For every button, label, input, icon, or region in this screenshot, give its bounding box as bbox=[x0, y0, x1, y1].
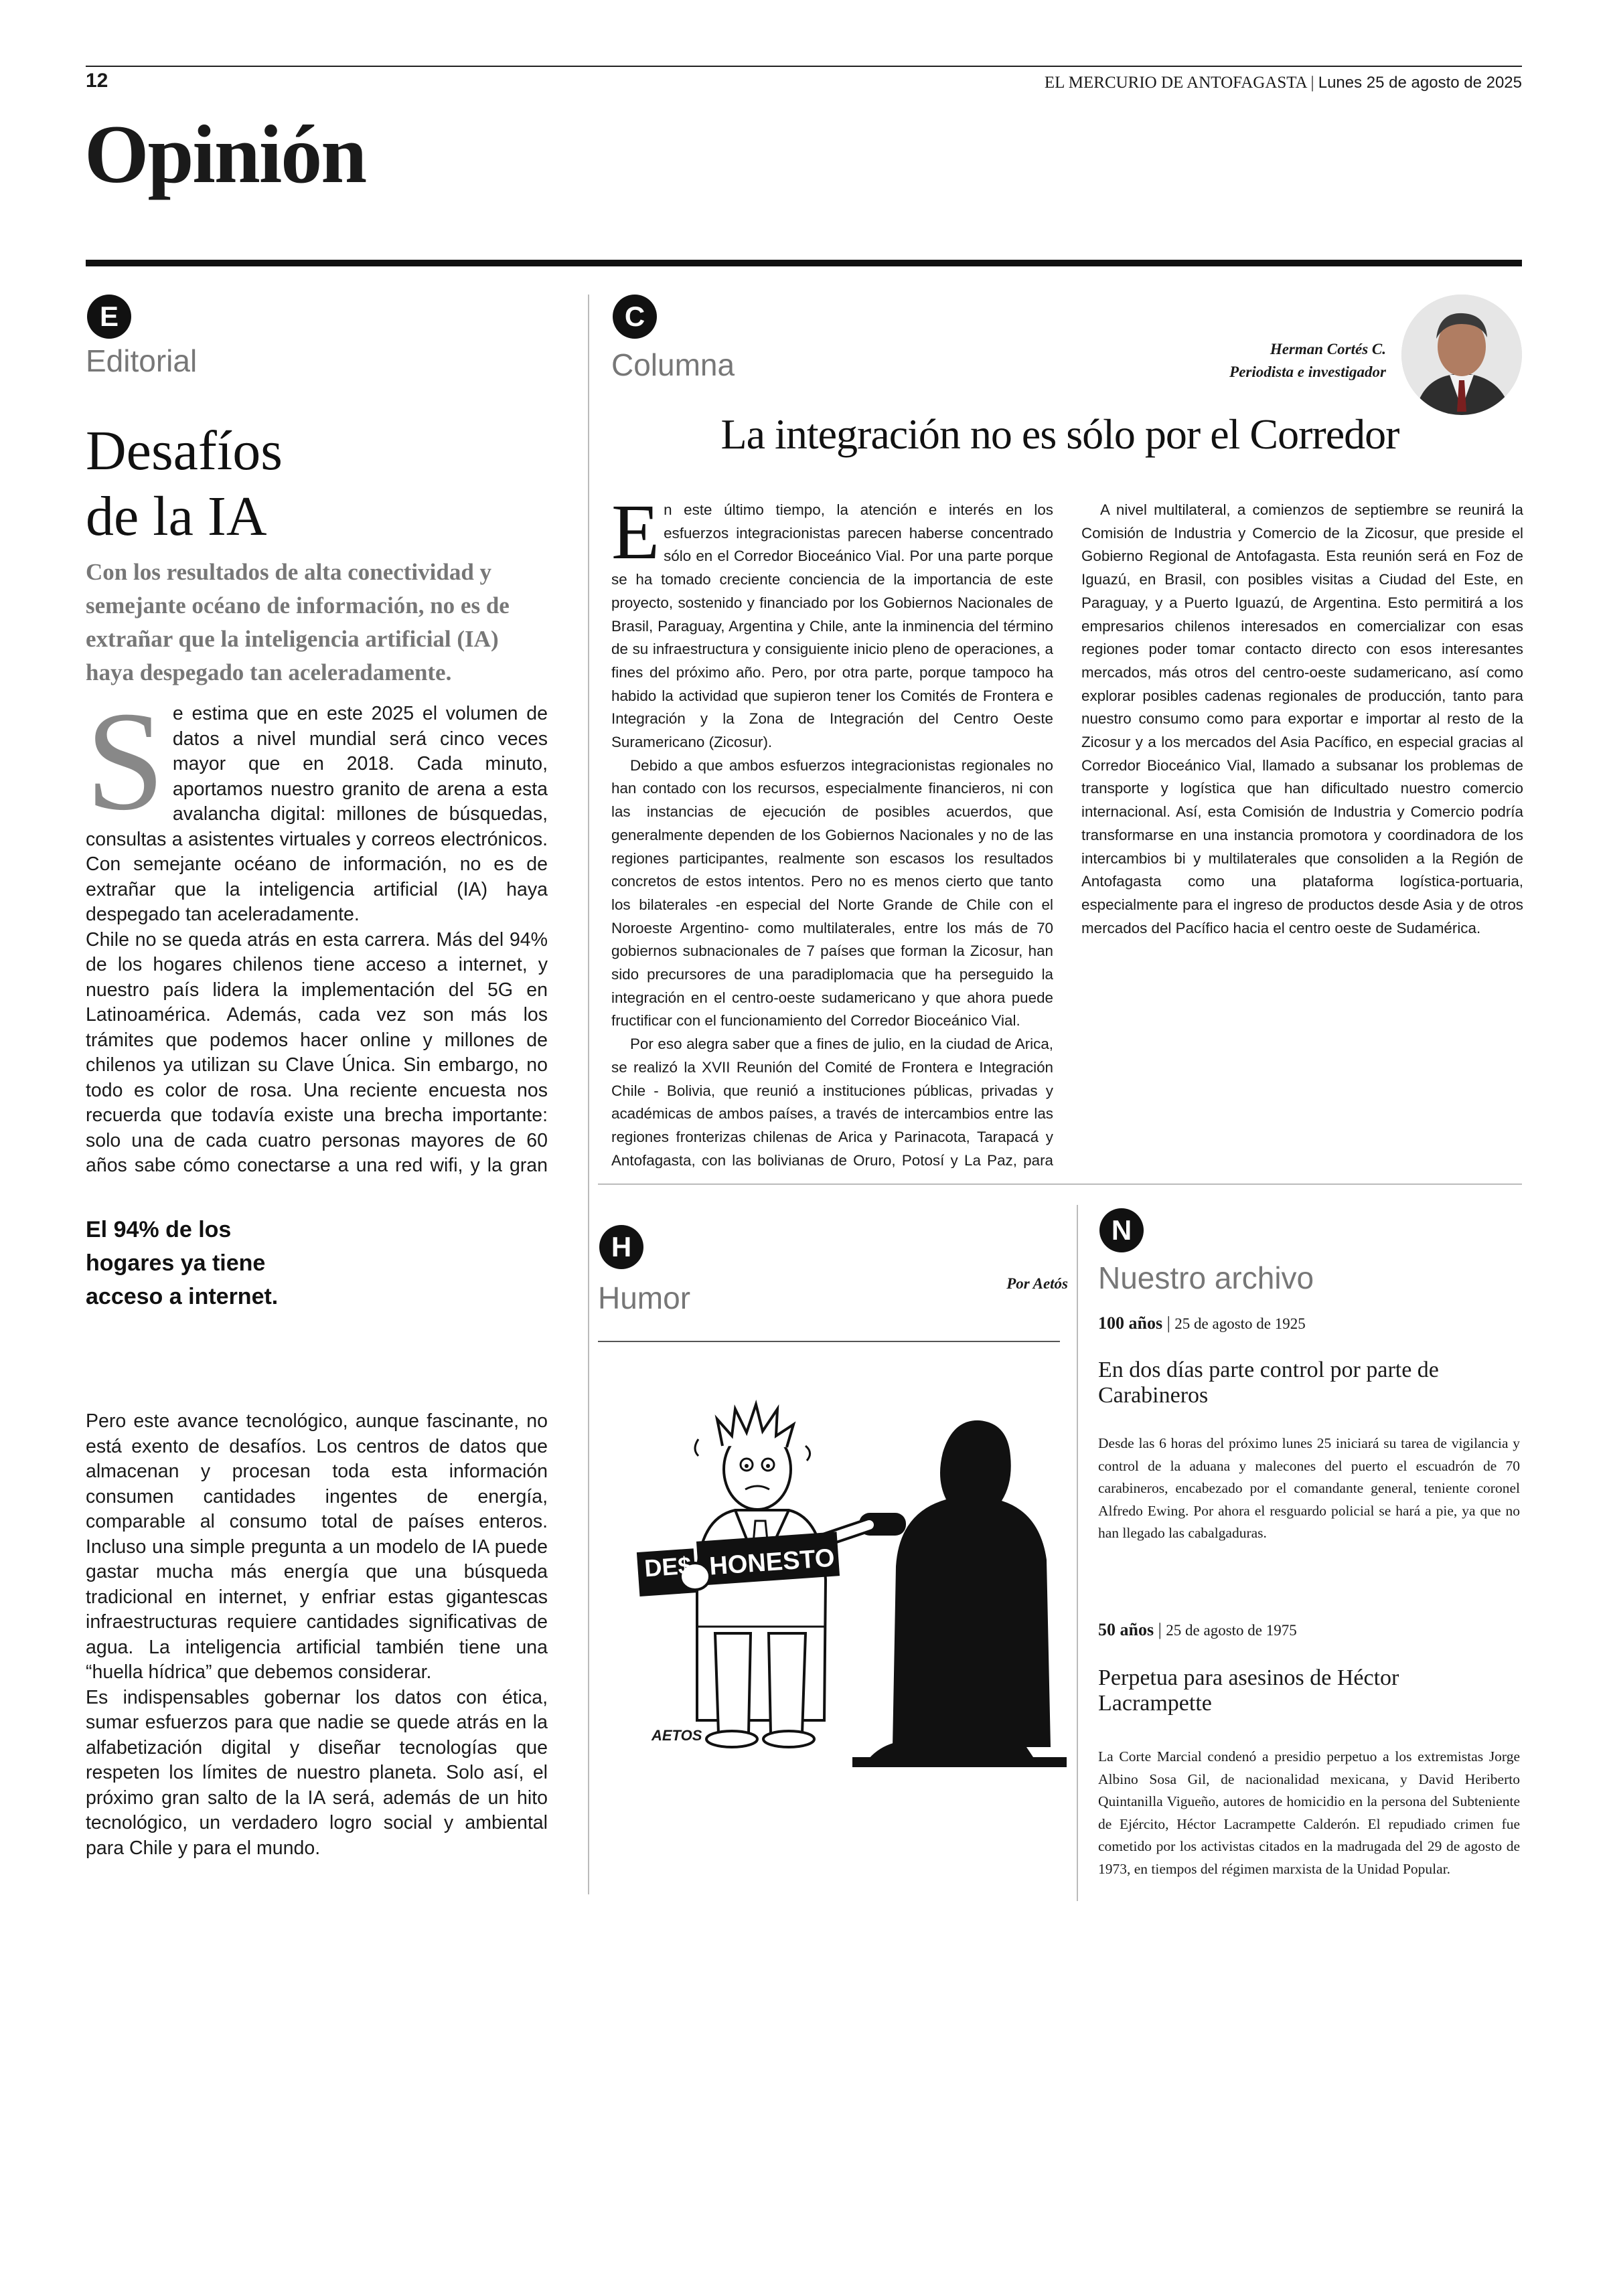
editorial-title-line1: Desafíos bbox=[86, 420, 283, 482]
column-paragraph: A nivel multilateral, a comienzos de septiembre se reunirá la Comisión de Industria y Comercio de la Zicosur, que preside el Gobierno Regional de Antofagasta. Esta reunión será en Foz de Iguazú, en Brasil, con posibles visitas a Ciudad del Este, en Paraguay, y a Puerto Iguazú, de Argentina. Esto permitirá a los empresarios chilenos interesados en comercializar con esas regiones poder tomar contacto directo con esos interesantes mercados, más otros del centro-oeste sudamericano, así como explorar posibles cadenas regionales de producción, tanto para nuestro consumo como para exportar e importar al resto de la Zicosur y a los mercados del Asia Pacífico, en especial gracias al Corredor Bioceánico Vial, llamado a subsanar los problemas de transporte y logística que han dificultado nuestro comercio internacional. Así, esta Comisión de Industria y Comercio podría transformarse en una instancia promotora y coordinadora de los intercambios bi y multilaterales que consoliden a la Región de Antofagasta como una plataforma logística-portuaria, especialmente para el ingreso de productos desde Asia y de otros mercados del Pacífico hacia el centro oeste de Sudamérica. bbox=[1081, 501, 1523, 936]
archive-item1-years: 100 años bbox=[1098, 1313, 1163, 1333]
humor-badge: H bbox=[599, 1225, 643, 1269]
column-body-right bbox=[1081, 499, 1523, 940]
humor-label: Humor bbox=[598, 1281, 691, 1315]
archive-item1-title: En dos días parte control por parte de Carabineros bbox=[1098, 1358, 1439, 1408]
archive-item2-date: 25 de agosto de 1975 bbox=[1166, 1622, 1297, 1639]
column-dropcap: E bbox=[611, 499, 660, 576]
cartoon-signature: AETOS bbox=[652, 1727, 702, 1744]
top-rule bbox=[86, 66, 1522, 67]
sign-left-text: DE$ bbox=[643, 1551, 692, 1582]
editorial-paragraph: Chile no se queda atrás en esta carrera. Más del 94% de los hogares chilenos tiene acceso a internet, y nuestro país lidera la implementación del 5G en Latinoamérica. Además, cada vez son más los trámites que podemos hacer online y millones de chilenos ya utilizan su Clave Única. Sin embargo, no todo es color de rosa. Una reciente encuesta nos recuerda que todavía existe una brecha importante: solo una de cada cuatro personas mayores de 60 años sabe cómo conectarse a una red wifi, y la gran bbox=[86, 928, 548, 1175]
archive-item2-title: Perpetua para asesinos de Héctor Lacrampette bbox=[1098, 1665, 1399, 1716]
masthead-date: EL MERCURIO DE ANTOFAGASTA | Lunes 25 de agosto de 2025 bbox=[1044, 74, 1522, 92]
sign-right-text: HONESTO bbox=[708, 1544, 836, 1581]
author-name: Herman Cortés C. bbox=[1270, 341, 1386, 357]
archive-badge: N bbox=[1099, 1208, 1144, 1252]
column-body-left bbox=[611, 499, 1053, 1168]
editorial-lead: Con los resultados de alta conectividad y semejante océano de información, no es de extrañar que la inteligencia artificial (IA) haya despegado tan aceleradamente. bbox=[86, 559, 510, 685]
editorial-body-top bbox=[86, 682, 548, 1175]
masthead: EL MERCURIO DE ANTOFAGASTA bbox=[1044, 74, 1307, 92]
editorial-label: Editorial bbox=[86, 343, 198, 378]
editorial-body-bottom bbox=[86, 1409, 548, 1861]
humor-byline: Por Aetós bbox=[1006, 1275, 1068, 1292]
archive-item2-years: 50 años bbox=[1098, 1620, 1154, 1639]
editorial-badge: E bbox=[87, 295, 131, 339]
issue-date: Lunes 25 de agosto de 2025 bbox=[1318, 74, 1522, 92]
archive-label: Nuestro archivo bbox=[1098, 1260, 1314, 1295]
column-paragraph: Por eso alegra saber que a fines de julio, en la ciudad de Arica, se realizó la XVII Reunión del Comité de Frontera e Integración Chile - Bolivia, que reunió a instituciones públicas, privadas y académicas de ambos países, a través de intercambios entre las regiones fronterizas chilenas de Arica y Parinacota, Tarapacá y Antofagasta, con las bolivianas de Oruro, Potosí y La Paz, para bbox=[611, 1036, 1053, 1168]
column-author bbox=[1071, 338, 1386, 384]
column-paragraph: Debido a que ambos esfuerzos integracionistas regionales no han contado con los recursos, especialmente financieros, ni con las instancias de ejecución de posibles acuerdos, que generalmente dependen de los Gobiernos Nacionales y no de las regiones participantes, realmente son escasos los resultados concretos de estos intentos. Pero no es menos cierto que tanto los bilaterales -en especial del Norte Grande de Chile con el Noroeste Argentino- como multilaterales, entre los más de 70 gobiernos subnacionales de 7 países que forman la Zicosur, han sido precursores de una paradiplomacia que ha perseguido la integración en el centro-oeste sudamericano y que ahora puede fructificar con el funcionamiento del Corredor Bioceánico Vial. bbox=[611, 756, 1053, 1030]
column-badge: C bbox=[613, 295, 657, 339]
author-photo-art bbox=[1401, 295, 1522, 415]
editorial-dropcap: S bbox=[86, 682, 165, 839]
section-rule bbox=[86, 260, 1522, 266]
author-role: Periodista e investigador bbox=[1229, 363, 1386, 380]
author-photo bbox=[1401, 295, 1522, 415]
archive-item1-meta: 100 años | 25 de agosto de 1925 bbox=[1098, 1313, 1306, 1333]
column-divider bbox=[1077, 1205, 1078, 1901]
editorial-paragraph: e estima que en este 2025 el volumen de datos a nivel mundial será cinco veces mayor que en 2018. Cada minuto, aportamos nuestro granito de arena a esta avalancha digital: millones de búsquedas, consultas a asistentes virtuales y correos electrónicos. Con semejante océano de información, no es de extrañar que la inteligencia artificial (IA) haya despegado tan aceleradamente. bbox=[86, 703, 548, 925]
archive-item2-body: La Corte Marcial condenó a presidio perpetuo a los extremistas Jorge Albino Sosa Gil, de nacionalidad mexicana, y David Heriberto Quintanilla Vigueño, autores de homicidio en la persona del Subteniente de Ejército, Héctor Lacrampette Calderón. El repudiado crimen fue cometido por los activistas citados en la madrugada del 29 de agosto de 1973, en tiempos del régimen marxista de la Unidad Popular. bbox=[1098, 1748, 1520, 1877]
archive-item2-meta: 50 años | 25 de agosto de 1975 bbox=[1098, 1620, 1297, 1639]
editorial-title-line2: de la IA bbox=[86, 485, 267, 548]
column-label: Columna bbox=[611, 347, 735, 382]
editorial-paragraph: Pero este avance tecnológico, aunque fascinante, no está exento de desafíos. Los centros de datos que almacenan y procesan toda esta información consumen cantidades ingentes de energía, comparable al consumo total de países enteros. Incluso una simple pregunta a un modelo de IA puede gastar mucha más energía que una búsqueda tradicional en internet, y enfriar estas gigantescas infraestructuras requiere cantidades significativas de agua. La inteligencia artificial también tiene una “huella hídrica” que debemos considerar. bbox=[86, 1410, 548, 1683]
archive-item1-date: 25 de agosto de 1925 bbox=[1174, 1315, 1306, 1332]
humor-rule bbox=[598, 1341, 1060, 1342]
column-divider bbox=[588, 295, 589, 1894]
humor-cartoon bbox=[598, 1345, 1067, 1771]
editorial-paragraph: Es indispensables gobernar los datos con ética, sumar esfuerzos para que nadie se quede atrás en la alfabetización digital y diseñar tecnologías que respeten los límites de nuestro planeta. Solo así, el próximo gran salto de la IA será, además de un hito tecnológico, un verdadero logro social y ambiental para Chile y para el mundo. bbox=[86, 1686, 548, 1859]
editorial-pullquote: El 94% de los hogares ya tiene acceso a internet. bbox=[86, 1217, 279, 1309]
column-paragraph: n este último tiempo, la atención e interés en los esfuerzos integracionistas parecen haberse concentrado sólo en el Corredor Bioceánico Vial. Por una parte porque se ha tomado creciente conciencia de la importancia de este proyecto, sostenido y financiado por los Gobiernos Nacionales de Brasil, Paraguay, Argentina y Chile, ante la inminencia del término de su infraestructura y consiguiente inicio pleno de operaciones, a fines del próximo año. Pero, por otra parte, porque tampoco ha habido la actividad que supieron tener los Comités de Frontera e Integración y la Zona de Integración del Centro Oeste Suramericano (Zicosur). bbox=[611, 501, 1053, 751]
editorial-title bbox=[86, 418, 283, 550]
section-title: Opinión bbox=[84, 108, 366, 200]
page-number: 12 bbox=[86, 70, 108, 92]
column-title: La integración no es sólo por el Corredor bbox=[720, 410, 1399, 458]
archive-item1-body: Desde las 6 horas del próximo lunes 25 iniciará su tarea de vigilancia y control de la aduana y malecones del puerto el escuadrón de 70 carabineros, encabezado por el comandante general, teniente coronel Alfredo Ewing. Por ahora el resguardo policial se hará a pie, ya que no han llegado las cabalgaduras. bbox=[1098, 1435, 1520, 1542]
horizontal-divider bbox=[598, 1183, 1522, 1185]
